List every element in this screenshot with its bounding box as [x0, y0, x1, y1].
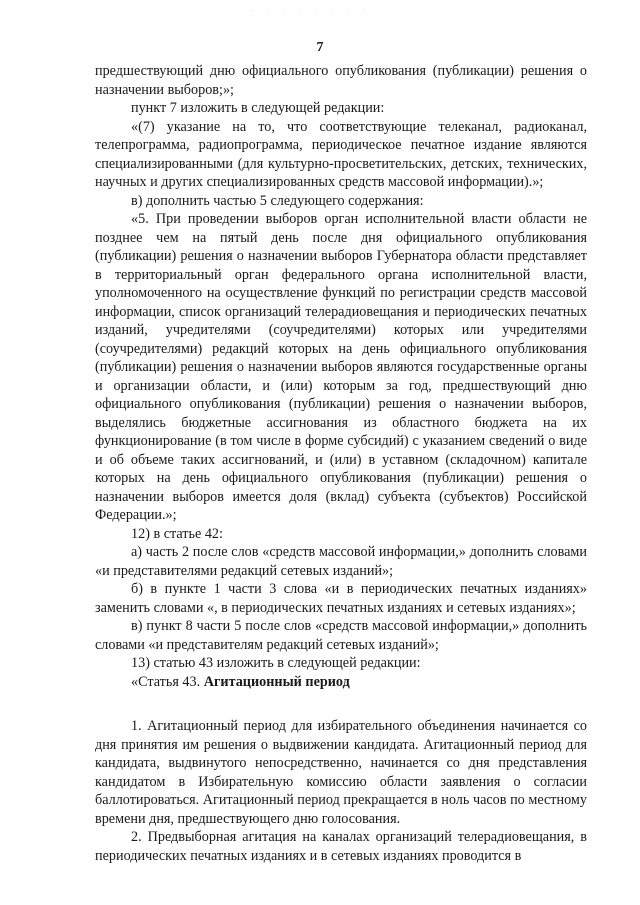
paragraph: в) дополнить частью 5 следующего содержания:	[131, 192, 424, 209]
paragraph: пункт 7 изложить в следующей редакции:	[131, 100, 385, 116]
article-heading	[95, 673, 587, 692]
paragraph: 12) в статье 42:	[131, 525, 223, 542]
paragraph: «5. При проведении выборов орган исполнительной власти области не позднее чем на пятый день после дня официального опубликования (публикации) решения о назначении выборов Губернатора области представляет в территориальный орган федерального органа исполнительной власти, уполномоченного на осуществление функций по регистрации средств массовой информации, список организаций телерадиовещания и периодических печатных изданий, учредителями (соучредителями) которых или учредителями (соучредителями) редакций которых на день официального опубликования (публикации) решения о назначении выборов являются государственные органы и организации области, и (или) которым за год, предшествующий дню официального опубликования (публикации) решения о назначении выборов, выделялись бюджетные ассигнования из областного бюджета на их функционирование (в том числе в форме субсидий) с указанием сведений о виде и об объеме таких ассигнований, и (или) в уставном (складочном) капитале которых на день официального опубликования (публикации) решения о назначении выборов имеется доля (вклад) субъекта (субъектов) Российской Федерации.»;	[95, 211, 587, 523]
paragraph: в) пункт 8 части 5 после слов «средств массовой информации,» дополнить словами «и представителям редакций сетевых изданий»;	[95, 618, 587, 653]
paragraph: предшествующий дню официального опубликования (публикации) решения о назначении выборов;»;	[95, 63, 587, 98]
paragraph: а) часть 2 после слов «средств массовой информации,» дополнить словами «и представителями редакций сетевых изданий»;	[95, 544, 587, 579]
paragraph: 13) статью 43 изложить в следующей редакции:	[131, 655, 421, 671]
section-gap	[95, 691, 587, 717]
page-number: 7	[316, 40, 324, 55]
document-body	[95, 62, 587, 865]
article-heading-title: Агитационный период	[203, 673, 350, 690]
article-paragraph: 1. Агитационный период для избирательного объединения начинается со дня принятия им решения о выдвижении кандидата. Агитационный период для кандидата, выдвинутого непосредственно, начинается со дня представления кандидатом в Избирательную комиссию области заявления о согласии баллотироваться. Агитационный период прекращается в ноль часов по местному времени дня, предшествующего дню голосования.	[95, 718, 587, 827]
scan-artifact: · · · · · · · ·	[250, 7, 371, 15]
article-heading-label: «Статья 43.	[131, 673, 201, 690]
article-paragraph: 2. Предвыборная агитация на каналах организаций телерадиовещания, в периодических печатных изданиях и в сетевых изданиях проводится в	[95, 829, 587, 864]
paragraph: «(7) указание на то, что соответствующие телеканал, радиоканал, телепрограмма, радиопрограмма, периодическое печатное издание являются специализированными (для культурно-просветительских, детских, технических, научных и других специализированных средств массовой информации).»;	[95, 118, 587, 190]
paragraph: б) в пункте 1 части 3 слова «и в периодических печатных изданиях» заменить словами «, в периодических печатных изданиях и сетевых изданиях»;	[95, 581, 587, 616]
